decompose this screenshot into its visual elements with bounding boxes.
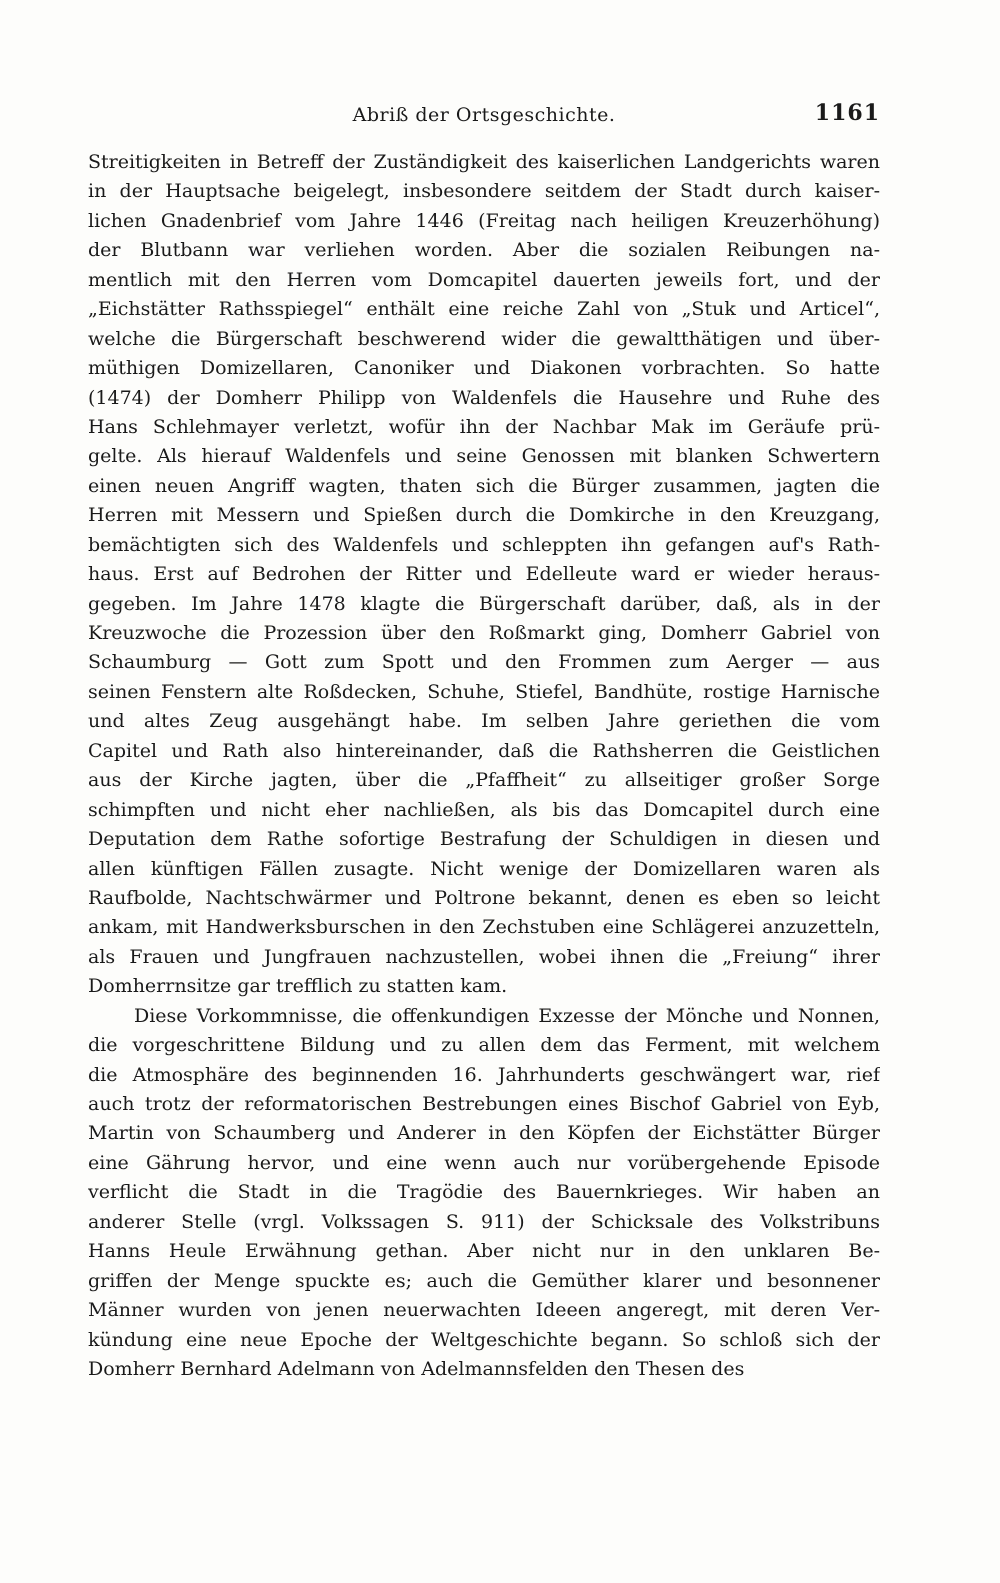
- text-line: die vorgeschrittene Bildung und zu allen dem das Ferment, mit welchem: [88, 1034, 880, 1057]
- text-line: Hans Schlehmayer verletzt, wofür ihn der Nachbar Mak im Geräufe prü-: [88, 415, 880, 438]
- text-line: gegeben. Im Jahre 1478 klagte die Bürgerschaft darüber, daß, als in der: [88, 592, 880, 615]
- paragraph-1: [88, 148, 880, 1002]
- text-line: (1474) der Domherr Philipp von Waldenfels die Hausehre und Ruhe des: [88, 386, 880, 409]
- text-line: mentlich mit den Herren vom Domcapitel dauerten jeweils fort, und der: [88, 268, 880, 291]
- text-line: bemächtigten sich des Waldenfels und schleppten ihn gefangen auf's Rath-: [88, 533, 880, 556]
- text-line: Herren mit Messern und Spießen durch die Domkirche in den Kreuzgang,: [88, 504, 880, 527]
- text-line: haus. Erst auf Bedrohen der Ritter und Edelleute ward er wieder heraus-: [88, 563, 880, 586]
- text-line: Capitel und Rath also hintereinander, daß die Rathsherren die Geistlichen: [88, 739, 880, 762]
- text-line: eine Gährung hervor, und eine wenn auch nur vorübergehende Episode: [88, 1151, 880, 1174]
- text-line: auch trotz der reformatorischen Bestrebungen eines Bischof Gabriel von Eyb,: [88, 1093, 880, 1115]
- text-line: einen neuen Angriff wagten, thaten sich die Bürger zusammen, jagten die: [88, 474, 880, 497]
- text-line: schimpften und nicht eher nachließen, als bis das Domcapitel durch eine: [88, 798, 880, 821]
- text-line: Domherrnsitze gar trefflich zu statten kam.: [88, 975, 508, 998]
- text-line: allen künftigen Fällen zusagte. Nicht wenige der Domizellaren waren als: [88, 857, 880, 880]
- text-line: Martin von Schaumberg und Anderer in den Köpfen der Eichstätter Bürger: [88, 1122, 880, 1145]
- text-line: Schaumburg — Gott zum Spott und den Frommen zum Aerger — aus: [88, 651, 880, 674]
- text-line: Männer wurden von jenen neuerwachten Ideeen angeregt, mit deren Ver-: [88, 1299, 880, 1322]
- text-line: Streitigkeiten in Betreff der Zuständigkeit des kaiserlichen Landgerichts waren: [88, 151, 880, 173]
- text-line: kündung eine neue Epoche der Weltgeschichte begann. So schloß sich der: [88, 1328, 880, 1351]
- text-line: gelte. Als hierauf Waldenfels und seine Genossen mit blanken Schwertern: [88, 445, 880, 468]
- page-number: 1161: [814, 100, 880, 126]
- text-line: anderer Stelle (vrgl. Volkssagen S. 911) der Schicksale des Volkstribuns: [88, 1210, 880, 1233]
- text-line: griffen der Menge spuckte es; auch die Gemüther klarer und besonnener: [88, 1269, 880, 1292]
- text-line: und altes Zeug ausgehängt habe. Im selben Jahre geriethen die vom: [88, 710, 880, 733]
- text-line: Deputation dem Rathe sofortige Bestrafung der Schuldigen in diesen und: [88, 828, 880, 851]
- body-text: [88, 148, 880, 1384]
- text-line: der Blutbann war verliehen worden. Aber die sozialen Reibungen na-: [88, 239, 880, 262]
- text-line: Hanns Heule Erwähnung gethan. Aber nicht nur in den unklaren Be-: [88, 1240, 880, 1263]
- text-line: verflicht die Stadt in die Tragödie des Bauernkrieges. Wir haben an: [88, 1181, 880, 1204]
- text-line: als Frauen und Jungfrauen nachzustellen, wobei ihnen die „Freiung“ ihrer: [88, 945, 880, 968]
- paragraph-2: [88, 1002, 880, 1385]
- text-line: Domherr Bernhard Adelmann von Adelmannsfelden den Thesen des: [88, 1357, 745, 1380]
- text-line: in der Hauptsache beigelegt, insbesondere seitdem der Stadt durch kaiser-: [88, 180, 880, 203]
- text-line: welche die Bürgerschaft beschwerend wider die gewaltthätigen und über-: [88, 327, 880, 350]
- text-line: lichen Gnadenbrief vom Jahre 1446 (Freitag nach heiligen Kreuzerhöhung): [88, 209, 880, 232]
- text-line: Diese Vorkommnisse, die offenkundigen Exzesse der Mönche und Nonnen,: [134, 1004, 880, 1027]
- running-title: Abriß der Ortsgeschichte.: [352, 104, 616, 126]
- running-head: [88, 100, 880, 136]
- text-line: „Eichstätter Rathsspiegel“ enthält eine reiche Zahl von „Stuk und Articel“,: [88, 298, 880, 321]
- text-line: aus der Kirche jagten, über die „Pfaffheit“ zu allseitiger großer Sorge: [88, 769, 880, 792]
- text-line: seinen Fenstern alte Roßdecken, Schuhe, Stiefel, Bandhüte, rostige Harnische: [88, 680, 880, 703]
- text-line: ankam, mit Handwerksburschen in den Zechstuben eine Schlägerei anzuzetteln,: [88, 916, 880, 939]
- text-line: Raufbolde, Nachtschwärmer und Poltrone bekannt, denen es eben so leicht: [88, 886, 880, 909]
- text-line: müthigen Domizellaren, Canoniker und Diakonen vorbrachten. So hatte: [88, 357, 880, 380]
- text-line: die Atmosphäre des beginnenden 16. Jahrhunderts geschwängert war, rief: [88, 1063, 880, 1086]
- text-line: Kreuzwoche die Prozession über den Roßmarkt ging, Domherr Gabriel von: [88, 622, 880, 644]
